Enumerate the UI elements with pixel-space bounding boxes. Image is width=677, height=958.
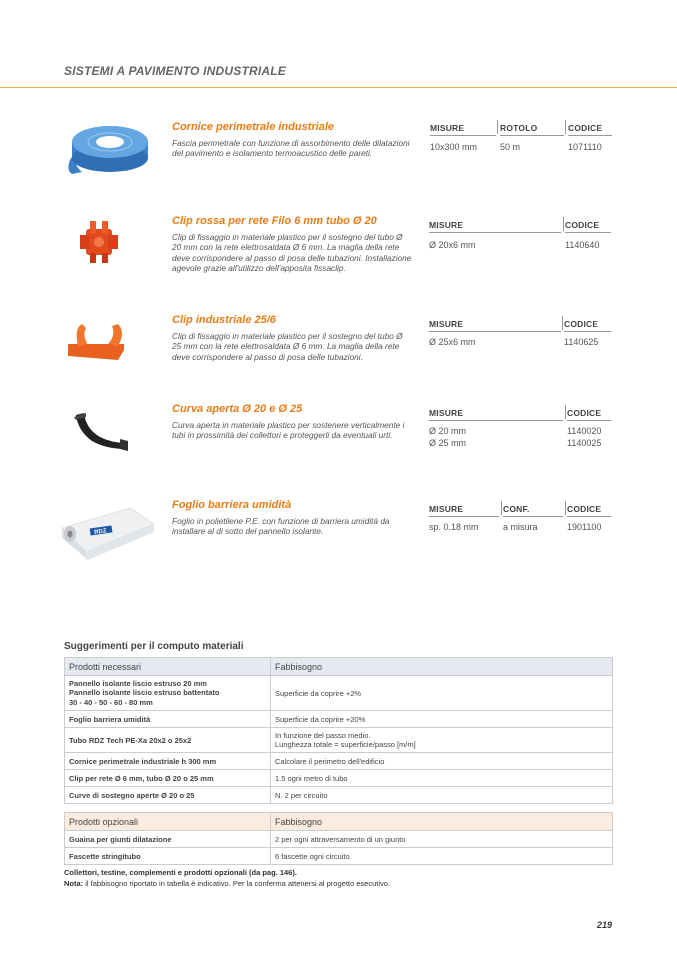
required-products-table — [64, 657, 613, 804]
table-header: Fabbisogno — [271, 658, 613, 676]
column-divider — [565, 405, 566, 419]
product-description: Fascia perimetrale con funzione di assorbimento delle dilatazioni del pavimento e isolamento termoacustico delle pareti. — [172, 138, 410, 159]
column-divider — [563, 217, 564, 231]
table-cell: Tubo RDZ Tech PE-Xa 20x2 o 25x2 — [65, 728, 271, 753]
product-title: Foglio barriera umidità — [172, 499, 292, 511]
spec-value: Ø 20 mm — [429, 426, 467, 436]
header-divider — [0, 87, 677, 88]
spec-value: sp. 0.18 mm — [429, 522, 479, 532]
section-title: SISTEMI A PAVIMENTO INDUSTRIALE — [64, 64, 286, 78]
table-cell: In funzione del passo medio. Lunghezza totale = superficie/passo [m/m] — [271, 728, 613, 753]
table-header-row — [65, 658, 613, 676]
table-cell: Superficie da coprire +20% — [271, 711, 613, 728]
table-header: Prodotti necessari — [65, 658, 271, 676]
spec-value: 1140625 — [564, 337, 599, 347]
red-clip-icon — [76, 219, 122, 265]
column-divider — [501, 501, 502, 515]
product-description: Foglio in polietilene P.E. con funzione di barriera umidità da installare al di sotto del pannello isolante. — [172, 516, 390, 537]
table-row — [65, 711, 613, 728]
notes — [64, 868, 390, 889]
product-title: Clip rossa per rete Filo 6 mm tubo Ø 20 — [172, 215, 377, 227]
spec-value: Ø 25x6 mm — [429, 337, 476, 347]
orange-clip-icon — [64, 322, 128, 362]
note-label: Nota: — [64, 878, 84, 888]
table-cell: 6 fascette ogni circuito — [271, 848, 613, 865]
spec-table — [429, 220, 611, 260]
spec-table — [429, 319, 611, 359]
table-cell: Calcolare il perimetro dell'edificio — [271, 753, 613, 770]
note-line-2: il fabbisogno riportato in tabella è indicativo. Per la conferma attenersi al progetto esecutivo. — [83, 878, 391, 888]
table-cell: Curve di sostegno aperte Ø 20 o 25 — [65, 787, 271, 804]
column-divider — [565, 120, 566, 134]
spec-value: 1140020 — [567, 426, 602, 436]
blue-foam-roll-icon — [62, 120, 160, 176]
table-cell: Superficie da coprire +2% — [271, 676, 613, 711]
spec-value: 50 m — [500, 142, 521, 152]
table-header-row — [65, 813, 613, 831]
table-row — [65, 753, 613, 770]
product-description: Curva aperta in materiale plastico per sostenere verticalmente i tubi in prossimità dei collettori e proteggerli da eventuali urti. — [172, 420, 405, 441]
table-row — [65, 848, 613, 865]
table-cell: Pannello isolante liscio estruso 20 mm Pannello isolante liscio estruso battentato 30 - 40 - 50 - 60 - 80 mm — [65, 676, 271, 711]
spec-table — [429, 504, 611, 544]
table-row — [65, 728, 613, 753]
spec-header: MISURE — [429, 319, 561, 332]
spec-header: CODICE — [567, 408, 611, 421]
table-row — [65, 770, 613, 787]
rdz-logo: RDZ — [93, 528, 107, 536]
spec-header: CODICE — [567, 504, 611, 517]
table-row — [65, 787, 613, 804]
spec-value: 1140640 — [565, 240, 600, 250]
table-row — [65, 676, 613, 711]
table-cell: Guaina per giunti dilatazione — [65, 831, 271, 848]
page-number: 219 — [597, 920, 613, 930]
table-cell: 1.5 ogni metro di tubo — [271, 770, 613, 787]
column-divider — [562, 316, 563, 330]
table-cell: N. 2 per circuito — [271, 787, 613, 804]
spec-header: MISURE — [429, 408, 563, 421]
spec-value: 1140025 — [567, 438, 602, 448]
spec-header: MISURE — [430, 123, 496, 136]
black-curve-icon — [70, 411, 130, 451]
spec-value: Ø 25 mm — [429, 438, 467, 448]
spec-table — [430, 123, 612, 163]
product-description: Clip di fissaggio in materiale plastico per il sostegno del tubo Ø 25 mm con la rete elettrosaldata Ø 6 mm. La maglia della rete deve corrispondere al passo di posa delle tubazioni. — [172, 331, 403, 362]
spec-value: 1071110 — [568, 142, 602, 152]
note-line-1: Collettori, testine, complementi e prodotti opzionali (da pag. 146). — [64, 868, 297, 877]
suggestions-title: Suggerimenti per il computo materiali — [64, 641, 244, 652]
spec-value: 1901100 — [567, 522, 602, 532]
table-row — [65, 831, 613, 848]
spec-table — [429, 408, 611, 458]
spec-value: 10x300 mm — [430, 142, 478, 152]
spec-header: ROTOLO — [500, 123, 564, 136]
table-header: Prodotti opzionali — [65, 813, 271, 831]
spec-header: MISURE — [429, 220, 561, 233]
column-divider — [497, 120, 498, 134]
table-header: Fabbisogno — [271, 813, 613, 831]
table-cell: Clip per rete Ø 6 mm, tubo Ø 20 o 25 mm — [65, 770, 271, 787]
table-cell: Fascette stringitubo — [65, 848, 271, 865]
product-title: Clip industriale 25/6 — [172, 314, 276, 326]
spec-header: CODICE — [564, 319, 611, 332]
spec-value: Ø 20x6 mm — [429, 240, 476, 250]
spec-header: CONF. — [503, 504, 563, 517]
optional-products-table — [64, 812, 613, 865]
product-title: Cornice perimetrale industriale — [172, 121, 334, 133]
white-sheet-roll-icon — [60, 504, 156, 562]
spec-header: CODICE — [565, 220, 611, 233]
spec-value: a misura — [503, 522, 538, 532]
table-cell: Cornice perimetrale industriale h 300 mm — [65, 753, 271, 770]
column-divider — [565, 501, 566, 515]
spec-header: MISURE — [429, 504, 499, 517]
spec-header: CODICE — [568, 123, 612, 136]
product-description: Clip di fissaggio in materiale plastico per il sostegno del tubo Ø 20 mm con la rete elettrosaldata Ø 6 mm. La maglia della rete deve corrispondere al passo di posa delle tubazioni. Installazione agevole grazie all'utilizzo dell'apposita fissaclip. — [172, 232, 412, 273]
table-cell: 2 per ogni attraversamento di un giunto — [271, 831, 613, 848]
product-title: Curva aperta Ø 20 e Ø 25 — [172, 403, 303, 415]
table-cell: Foglio barriera umidità — [65, 711, 271, 728]
